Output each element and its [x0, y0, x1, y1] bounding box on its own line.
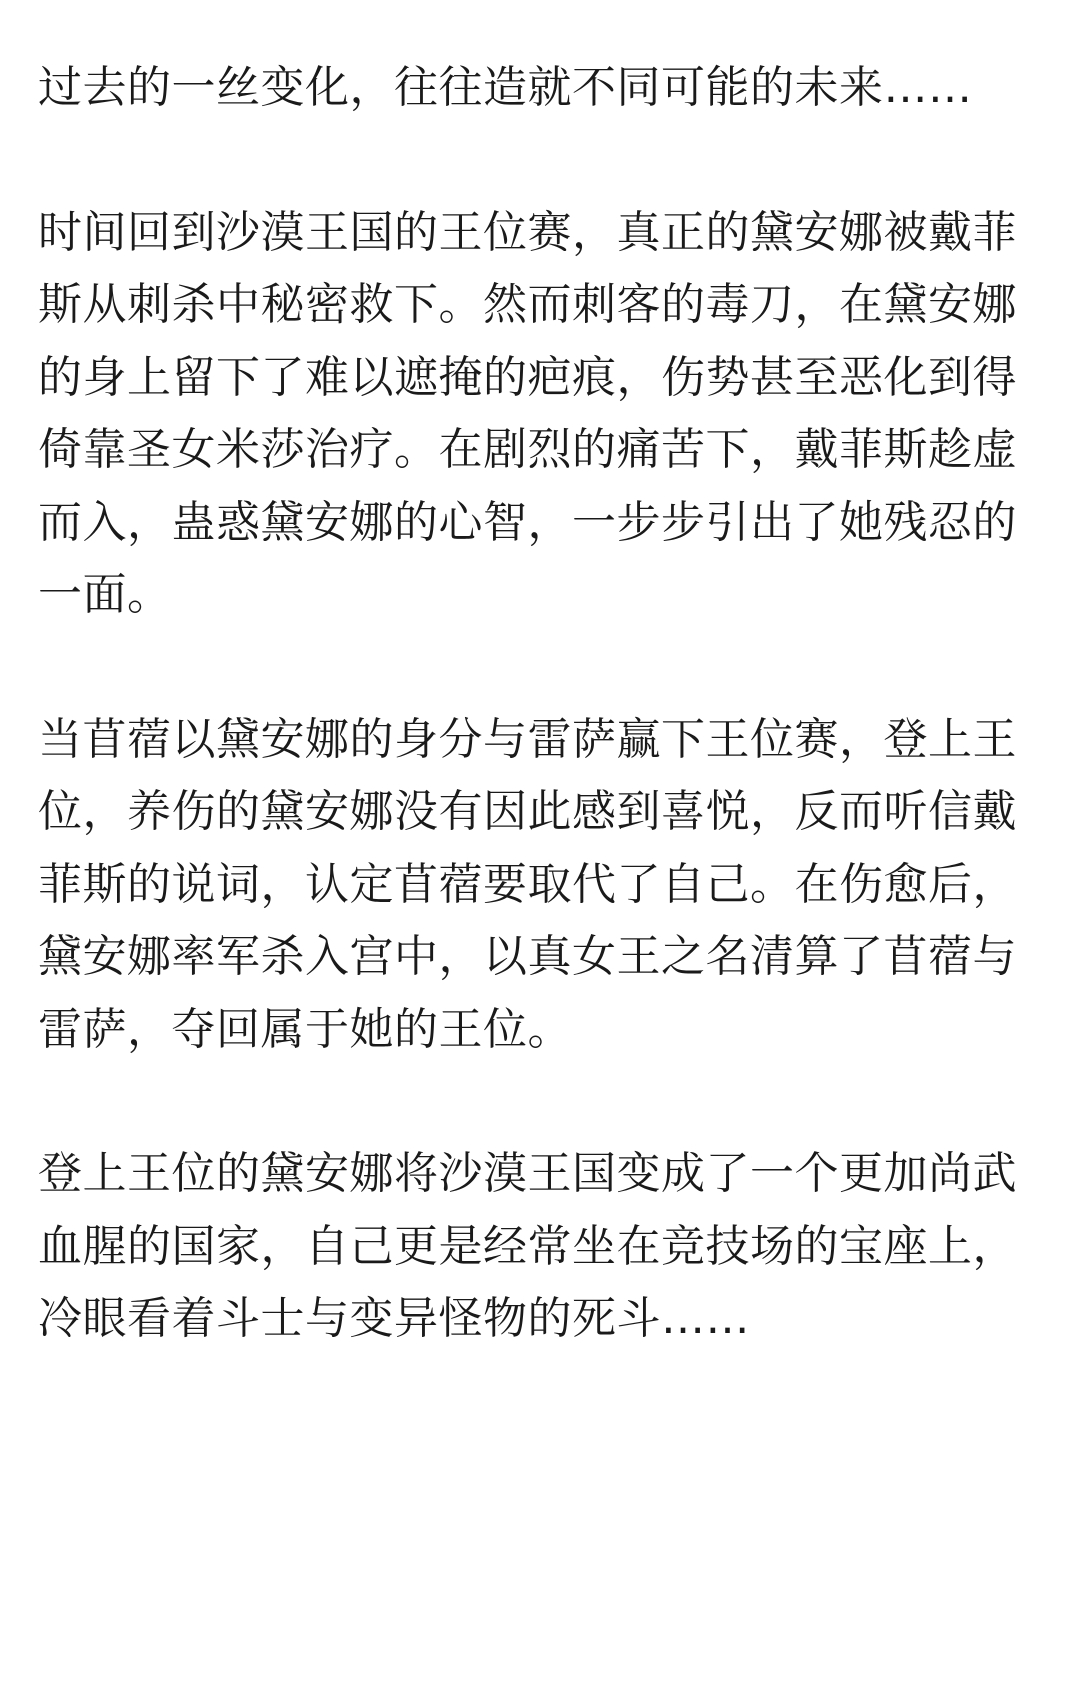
paragraph-reign: 登上王位的黛安娜将沙漠王国变成了一个更加尚武血腥的国家，自己更是经常坐在竞技场的宝座上，冷眼看着斗士与变异怪物的死斗…… — [38, 1148, 1017, 1344]
paragraph-intro: 过去的一丝变化，往往造就不同可能的未来…… — [38, 62, 973, 113]
paragraph-backstory: 时间回到沙漠王国的王位赛，真正的黛安娜被戴菲斯从刺杀中秘密救下。然而刺客的毒刀，在黛安娜的身上留下了难以遮掩的疤痕，伤势甚至恶化到得倚靠圣女米莎治疗。在剧烈的痛苦下，戴菲斯趁虚而入，蛊惑黛安娜的心智，一步步引出了她残忍的一面。 — [38, 206, 1017, 620]
paragraph-usurpation: 当苜蓿以黛安娜的身分与雷萨赢下王位赛，登上王位，养伤的黛安娜没有因此感到喜悦，反而听信戴菲斯的说词，认定苜蓿要取代了自己。在伤愈后，黛安娜率军杀入宫中，以真女王之名清算了苜蓿与雷萨，夺回属于她的王位。 — [38, 713, 1017, 1055]
